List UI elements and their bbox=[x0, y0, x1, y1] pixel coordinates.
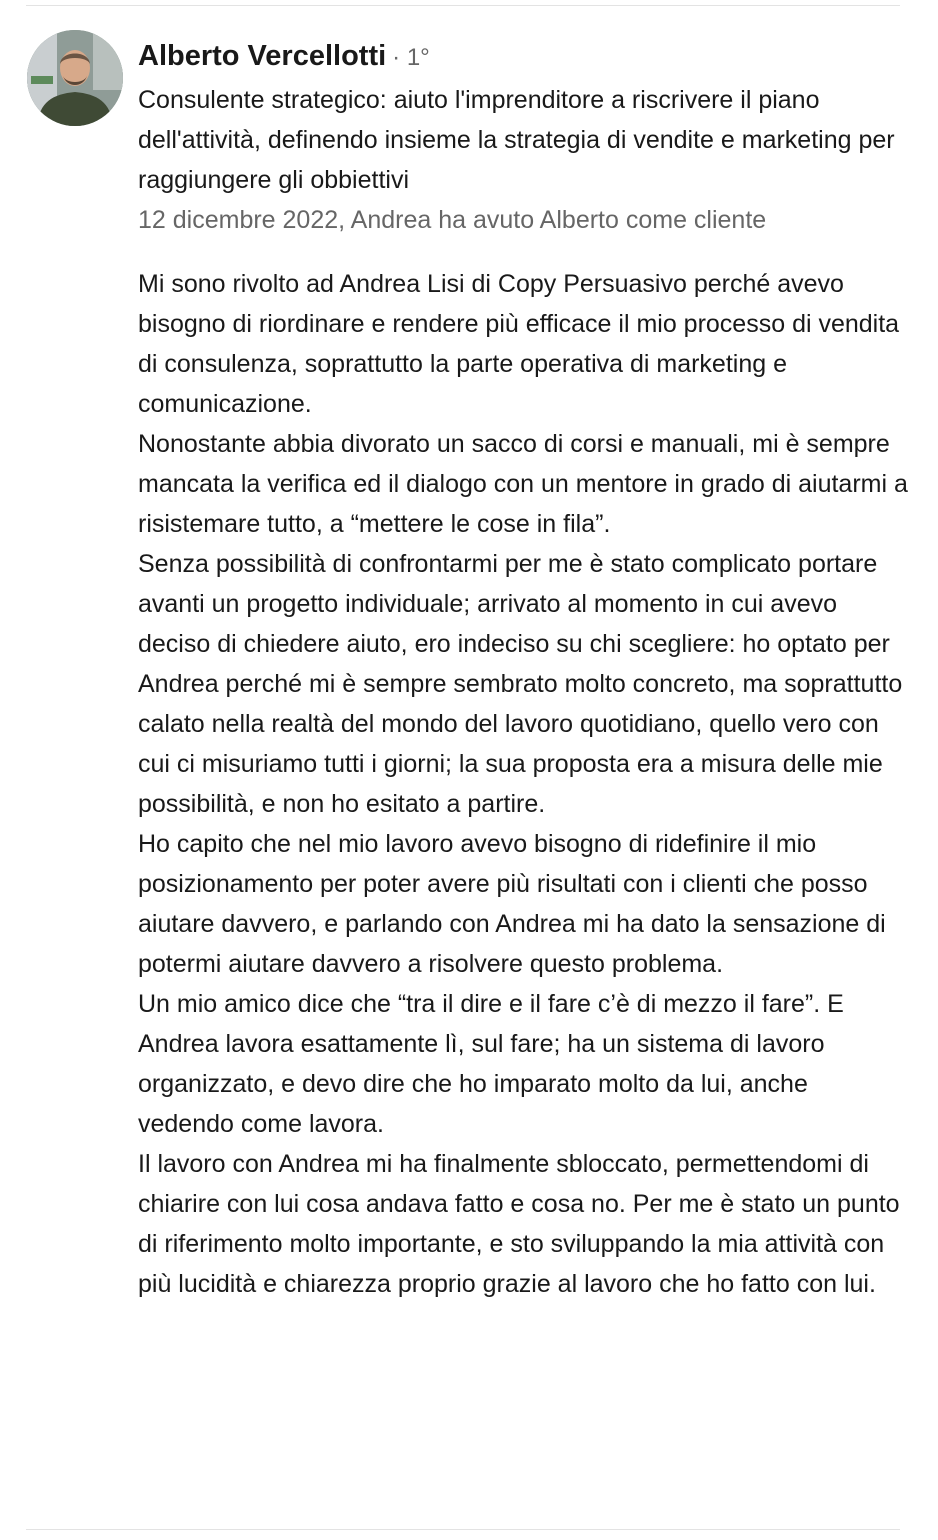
recommendation-paragraph: Il lavoro con Andrea mi ha finalmente sbloccato, permettendomi di chiarire con lui cosa andava fatto e cosa no. Per me è stato un punto di riferimento molto importante, e sto sviluppando la mia attività con più lucidità e chiarezza proprio grazie al lavoro che ho fatto con lui. bbox=[138, 1150, 900, 1298]
top-divider bbox=[26, 5, 900, 6]
recommendation-meta: 12 dicembre 2022, Andrea ha avuto Alberto come cliente bbox=[138, 206, 767, 234]
recommendation-paragraph: Ho capito che nel mio lavoro avevo bisogno di ridefinire il mio posizionamento per poter avere più risultati con i clienti che posso aiutare davvero, e parlando con Andrea mi ha dato la sensazione di potermi aiutare davvero a risolvere questo problema. bbox=[138, 830, 886, 978]
recommendation-paragraph: Nonostante abbia divorato un sacco di corsi e manuali, mi è sempre mancata la verifica ed il dialogo con un mentore in grado di aiutarmi a risistemare tutto, a “mettere le cose in fila”. bbox=[138, 430, 908, 538]
author-name-row bbox=[138, 34, 908, 80]
bottom-divider bbox=[26, 1529, 900, 1530]
author-headline: Consulente strategico: aiuto l'imprenditore a riscrivere il piano dell'attività, definendo insieme la strategia di vendite e marketing per raggiungere gli obbiettivi bbox=[138, 86, 895, 194]
recommendation-text bbox=[138, 264, 908, 1304]
recommendation-card bbox=[138, 34, 908, 1304]
connection-degree: · 1° bbox=[392, 44, 430, 71]
author-avatar[interactable] bbox=[27, 30, 123, 126]
recommendation-paragraph: Senza possibilità di confrontarmi per me è stato complicato portare avanti un progetto individuale; arrivato al momento in cui avevo deciso di chiedere aiuto, ero indeciso su chi scegliere: ho optato per Andrea perché mi è sempre sembrato molto concreto, ma soprattutto calato nella realtà del mondo del lavoro quotidiano, quello vero con cui ci misuriamo tutti i giorni; la sua proposta era a misura delle mie possibilità, e non ho esitato a partire. bbox=[138, 550, 903, 818]
recommendation-paragraph: Mi sono rivolto ad Andrea Lisi di Copy Persuasivo perché avevo bisogno di riordinare e rendere più efficace il mio processo di vendita di consulenza, soprattutto la parte operativa di marketing e comunicazione. bbox=[138, 270, 900, 418]
author-name[interactable]: Alberto Vercellotti bbox=[138, 40, 387, 72]
recommendation-paragraph: Un mio amico dice che “tra il dire e il fare c’è di mezzo il fare”. E Andrea lavora esattamente lì, sul fare; ha un sistema di lavoro organizzato, e devo dire che ho imparato molto da lui, anche vedendo come lavora. bbox=[138, 990, 844, 1138]
avatar-photo bbox=[27, 30, 123, 126]
